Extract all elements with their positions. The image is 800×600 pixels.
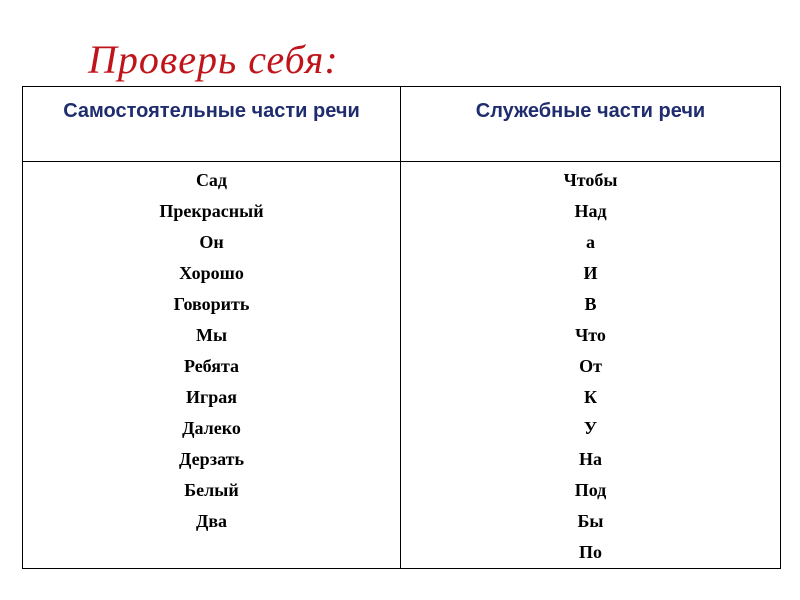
list-item: По <box>578 542 602 562</box>
function-words-cell <box>401 162 781 569</box>
list-item: Прекрасный <box>159 201 264 221</box>
list-item: Что <box>575 325 606 345</box>
slide-title: Проверь себя: <box>88 37 339 82</box>
list-item: К <box>583 387 598 407</box>
list-item: Далеко <box>182 418 241 438</box>
list-item: Хорошо <box>179 263 244 283</box>
list-item: Бы <box>577 511 604 531</box>
parts-of-speech-table <box>22 86 781 569</box>
list-item: Сад <box>195 170 228 190</box>
list-item: В <box>584 294 597 314</box>
list-item: Чтобы <box>563 170 618 190</box>
independent-words-cell <box>23 162 401 569</box>
list-item: Над <box>574 201 607 221</box>
header-independent-parts: Самостоятельные части речи <box>23 87 401 162</box>
list-item: От <box>579 356 602 376</box>
function-words-list <box>401 165 780 568</box>
list-item: Говорить <box>173 294 250 314</box>
list-item: Под <box>574 480 607 500</box>
table-header-row <box>23 87 781 162</box>
table-body-row <box>23 162 781 569</box>
list-item: На <box>578 449 602 469</box>
list-item: Он <box>199 232 224 252</box>
list-item: Ребята <box>183 356 240 376</box>
list-item: У <box>583 418 598 438</box>
header-function-parts: Служебные части речи <box>401 87 781 162</box>
list-item: Мы <box>195 325 228 345</box>
list-item: а <box>586 232 595 252</box>
list-item: Белый <box>184 480 239 500</box>
list-item: Два <box>195 511 228 531</box>
list-item: Дерзать <box>179 449 244 469</box>
list-item: И <box>583 263 598 283</box>
list-item: Играя <box>186 387 237 407</box>
independent-words-list <box>23 165 400 537</box>
